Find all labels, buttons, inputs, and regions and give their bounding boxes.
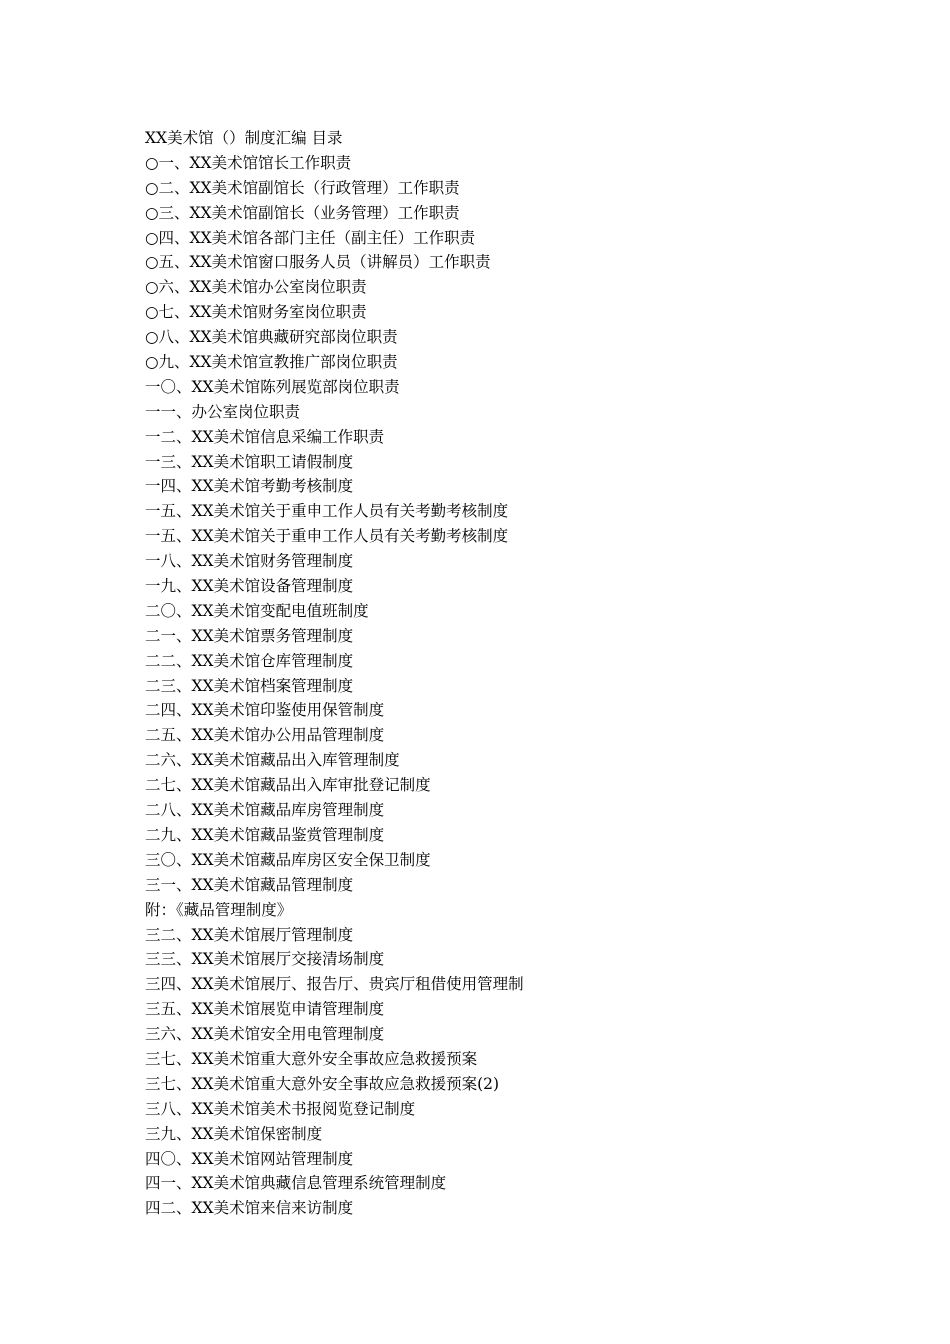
toc-entry: 三三、XX美术馆展厅交接清场制度 [145,950,385,969]
document-title: XX美术馆（）制度汇编 目录 [145,129,343,147]
toc-entry: 四〇、XX美术馆网站管理制度 [145,1149,354,1168]
toc-entry: 三七、XX美术馆重大意外安全事故应急救援预案(2) [145,1074,500,1093]
toc-entry: 二三、XX美术馆档案管理制度 [145,676,354,695]
toc-entry: 一二、XX美术馆信息采编工作职责 [145,427,385,446]
toc-entry: 一〇、XX美术馆陈列展览部岗位职责 [145,377,400,396]
toc-entry: ○八、XX美术馆典藏研究部岗位职责 [145,328,398,347]
toc-entry: ○一、XX美术馆馆长工作职责 [145,153,352,172]
toc-entry: 四二、XX美术馆来信来访制度 [145,1199,354,1218]
toc-entry: ○九、XX美术馆宣教推广部岗位职责 [145,353,398,372]
toc-entry: ○六、XX美术馆办公室岗位职责 [145,278,367,297]
toc-entry: 一三、XX美术馆职工请假制度 [145,452,354,471]
toc-entry: 二〇、XX美术馆变配电值班制度 [145,601,369,620]
toc-entry: ○五、XX美术馆窗口服务人员（讲解员）工作职责 [145,253,491,272]
toc-entry: 附：《藏品管理制度》 [145,900,293,919]
toc-entry: ○七、XX美术馆财务室岗位职责 [145,303,367,322]
toc-entry: 二五、XX美术馆办公用品管理制度 [145,726,385,745]
toc-entry: 二六、XX美术馆藏品出入库管理制度 [145,751,400,770]
toc-entry: 一四、XX美术馆考勤考核制度 [145,477,354,496]
table-of-contents [145,126,865,1221]
toc-entry: 三四、XX美术馆展厅、报告厅、贵宾厅租借使用管理制 [145,975,524,994]
toc-entry: 三五、XX美术馆展览申请管理制度 [145,1000,385,1019]
toc-entry: 二七、XX美术馆藏品出入库审批登记制度 [145,776,431,795]
toc-entry: 三二、XX美术馆展厅管理制度 [145,925,354,944]
toc-entry: 三一、XX美术馆藏品管理制度 [145,875,354,894]
toc-entry: 三八、XX美术馆美术书报阅览登记制度 [145,1099,416,1118]
toc-entry: 三〇、XX美术馆藏品库房区安全保卫制度 [145,850,431,869]
toc-entry: 三六、XX美术馆安全用电管理制度 [145,1025,385,1044]
toc-entry: 二一、XX美术馆票务管理制度 [145,626,354,645]
toc-entry: ○四、XX美术馆各部门主任（副主任）工作职责 [145,228,476,247]
toc-entry: 三七、XX美术馆重大意外安全事故应急救援预案 [145,1049,478,1068]
toc-entry: 二四、XX美术馆印鉴使用保管制度 [145,701,385,720]
toc-entry: 二二、XX美术馆仓库管理制度 [145,651,354,670]
toc-entry: 四一、XX美术馆典藏信息管理系统管理制度 [145,1174,447,1193]
toc-entry: 三九、XX美术馆保密制度 [145,1124,323,1143]
toc-entry: 二九、XX美术馆藏品鉴赏管理制度 [145,825,385,844]
toc-entry: 一五、XX美术馆关于重申工作人员有关考勤考核制度 [145,502,509,521]
toc-entry: ○二、XX美术馆副馆长（行政管理）工作职责 [145,178,460,197]
toc-entry: 一八、XX美术馆财务管理制度 [145,552,354,571]
toc-entry: 一九、XX美术馆设备管理制度 [145,577,354,596]
toc-entry: ○三、XX美术馆副馆长（业务管理）工作职责 [145,203,460,222]
toc-entry: 二八、XX美术馆藏品库房管理制度 [145,801,385,820]
toc-entry: 一一、办公室岗位职责 [145,402,301,421]
toc-entry: 一五、XX美术馆关于重申工作人员有关考勤考核制度 [145,527,509,546]
